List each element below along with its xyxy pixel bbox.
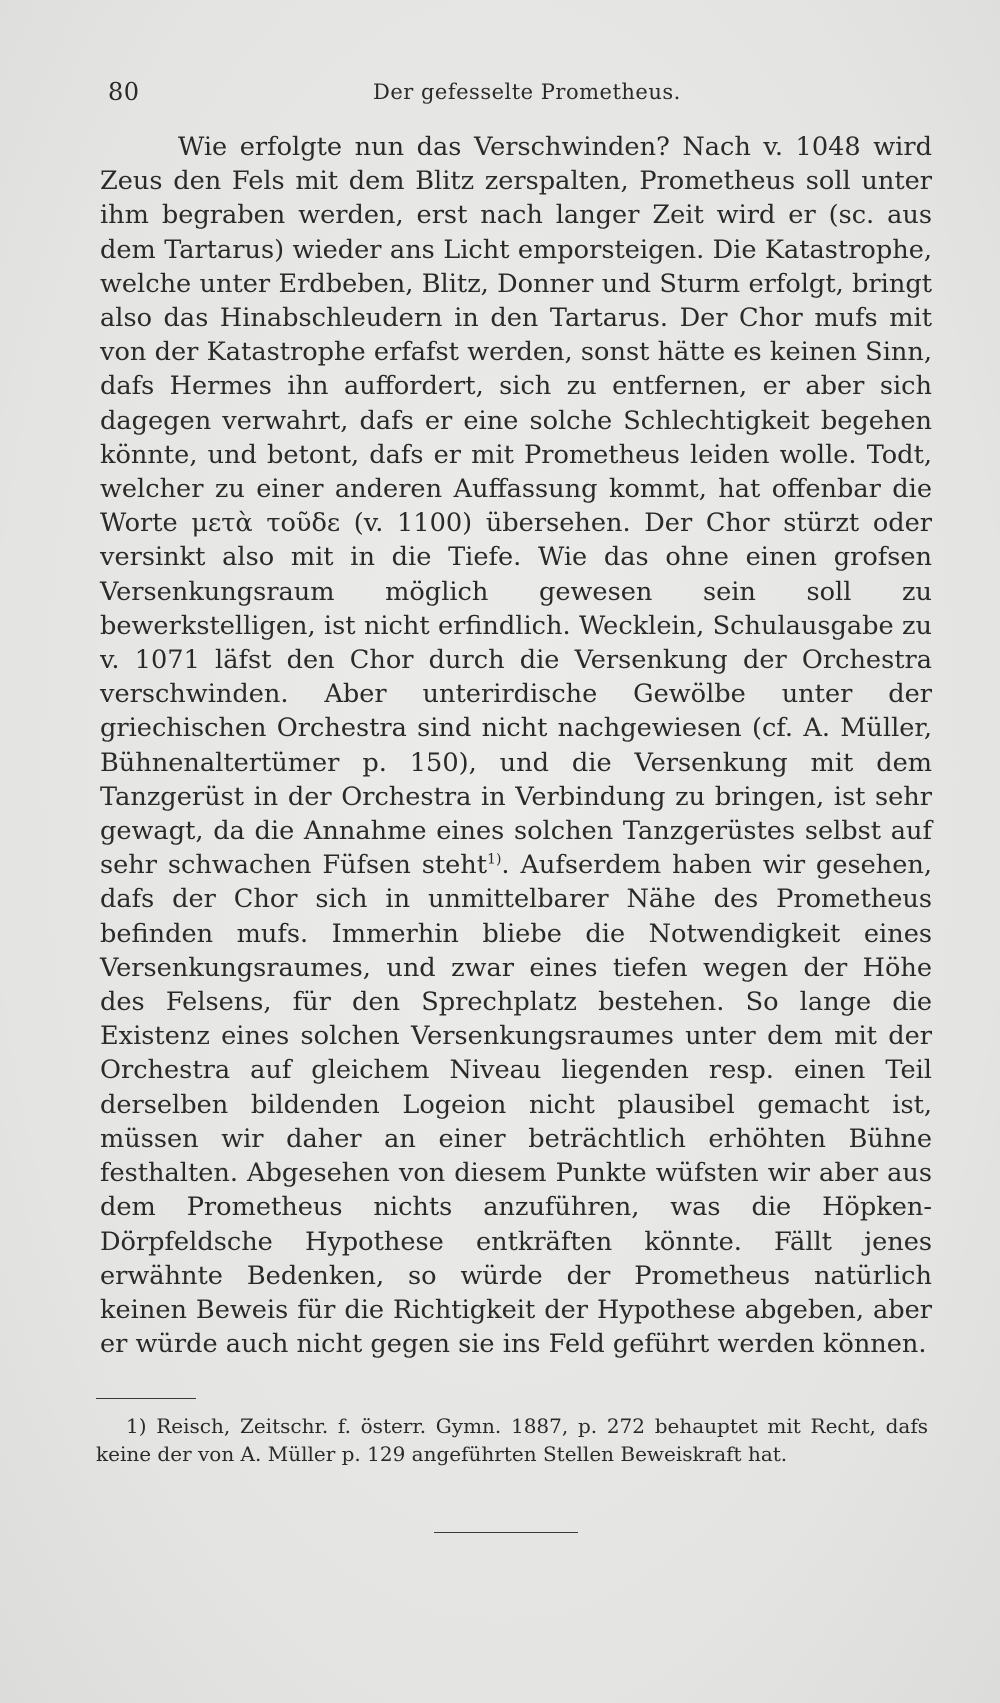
running-head: [108, 78, 938, 114]
page-number: 80: [108, 78, 140, 106]
footnote-marker: 1): [126, 1414, 147, 1438]
footnotes: [96, 1412, 928, 1468]
footnote-divider: [96, 1398, 196, 1399]
body-text: [100, 130, 932, 1361]
running-title: Der gefesselte Prometheus.: [373, 80, 681, 104]
paragraph-text: Wie erfolgte nun das Verschwinden? Nach v. 1048 wird Zeus den Fels mit dem Blitz zerspalten, Prometheus soll unter ihm begraben werden, erst nach langer Zeit wird er (sc. aus dem Tartarus) wieder ans Licht emporsteigen. Die Katastrophe, welche unter Erdbeben, Blitz, Donner und Sturm erfolgt, bringt also das Hinabschleudern in den Tartarus. Der Chor mufs mit von der Katastrophe erfafst werden, sonst hätte es keinen Sinn, dafs Hermes ihn auffordert, sich zu entfernen, er aber sich dagegen verwahrt, dafs er eine solche Schlechtigkeit begehen könnte, und betont, dafs er mit Prometheus leiden wolle. Todt, welcher zu einer anderen Auffassung kommt, hat offenbar die Worte μετὰ τοῦδε (v. 1100) übersehen. Der Chor stürzt oder versinkt also mit in die Tiefe. Wie das ohne einen grofsen Versenkungsraum möglich gewesen sein soll zu bewerkstelligen, ist nicht erfindlich. Wecklein, Schulausgabe zu v. 1071 läfst den Chor durch die Versenkung der Orchestra verschwinden. Aber unterirdische Gewölbe unter der griechischen Orchestra sind nicht nachgewiesen (cf. A. Müller, Bühnenaltertümer p. 150), und die Versenkung mit dem Tanzgerüst in der Orchestra in Verbindung zu bringen, ist sehr gewagt, da die Annahme eines solchen Tanzgerüstes selbst auf sehr schwachen Füfsen steht: [100, 132, 932, 881]
paragraph-text-continued: . Aufserdem haben wir gesehen, dafs der Chor sich in unmittelbarer Nähe des Prometheus befinden mufs. Immerhin bliebe die Notwendigkeit eines Versenkungsraumes, und zwar eines tiefen wegen der Höhe des Felsens, für den Sprechplatz bestehen. So lange die Existenz eines solchen Versenkungsraumes unter dem mit der Orchestra auf gleichem Niveau liegenden resp. einen Teil derselben bildenden Logeion nicht plausibel gemacht ist, müssen wir daher an einer beträchtlich erhöhten Bühne festhalten. Abgesehen von diesem Punkte wüfsten wir aber aus dem Prometheus nichts anzuführen, was die Höpken-Dörpfeldsche Hypothese entkräften könnte. Fällt jenes erwähnte Bedenken, so würde der Prometheus natürlich keinen Beweis für die Richtigkeit der Hypothese abgeben, aber er würde auch nicht gegen sie ins Feld geführt werden können.: [100, 850, 932, 1360]
end-rule: [434, 1532, 578, 1533]
footnote-text: Reisch, Zeitschr. f. österr. Gymn. 1887, p. 272 behauptet mit Recht, dafs keine der von A. Müller p. 129 angeführten Stellen Beweiskraft hat.: [96, 1414, 929, 1466]
footnote: [96, 1412, 928, 1468]
body-paragraph: [100, 130, 932, 1361]
footnote-reference: 1): [487, 851, 502, 868]
